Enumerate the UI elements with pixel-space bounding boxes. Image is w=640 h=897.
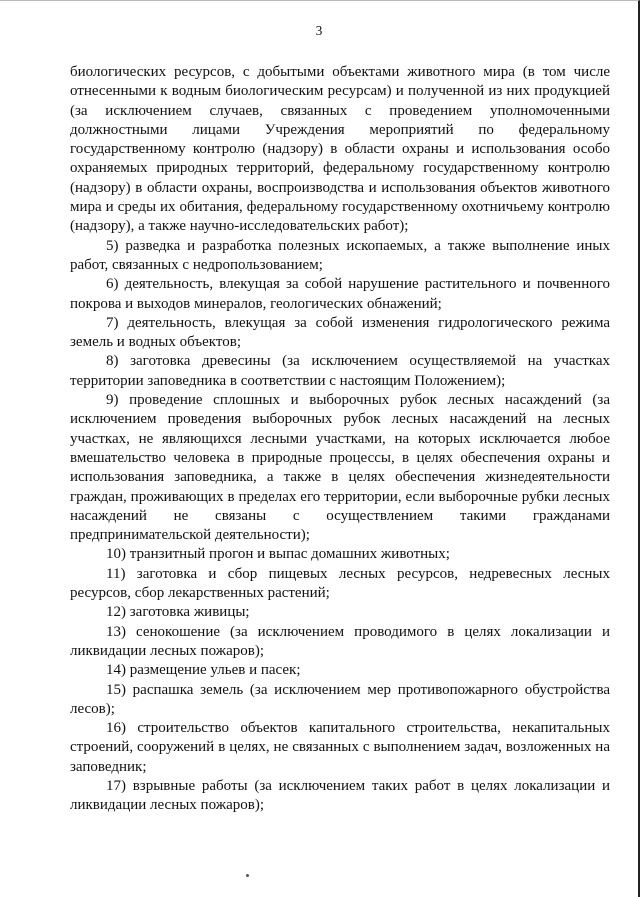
list-item-17: 17) взрывные работы (за исключением таких работ в целях локализации и ликвидации лесных пожаров); — [70, 777, 610, 814]
scan-speck — [246, 874, 249, 877]
list-item-11: 11) заготовка и сбор пищевых лесных ресурсов, недревесных лесных ресурсов, сбор лекарственных растений; — [70, 565, 610, 602]
page-number: 3 — [315, 23, 323, 38]
list-item-8: 8) заготовка древесины (за исключением осуществляемой на участках территории заповедника в соответствии с настоящим Положением); — [70, 353, 610, 389]
list-item-15: 15) распашка земель (за исключением мер противопожарного обустройства лесов); — [70, 681, 610, 717]
list-item-13: 13) сенокошение (за исключением проводимого в целях локализации и ликвидации лесных пожаров); — [70, 623, 610, 659]
list-item-5: 5) разведка и разработка полезных ископаемых, а также выполнение иных работ, связанных с недропользованием; — [70, 237, 610, 273]
list-item-6: 6) деятельность, влекущая за собой нарушение растительного и почвенного покрова и выходов минералов, геологических обнажений; — [70, 276, 610, 312]
list-item-10: 10) транзитный прогон и выпас домашних животных; — [106, 546, 450, 563]
document-body — [70, 63, 610, 816]
list-item-14: 14) размещение ульев и пасек; — [106, 662, 301, 679]
list-item-16: 16) строительство объектов капитального строительства, некапитальных строений, сооружений в целях, не связанных с выполнением задач, возложенных на заповедник; — [70, 720, 610, 775]
list-item-9: 9) проведение сплошных и выборочных рубок лесных насаждений (за исключением проведения выборочных рубок лесных насаждений на лесных участках, не являющихся лесными участками, на которых исключается любое вмешательство человека в природные процессы, в целях обеспечения охраны и использования заповедника, а также в целях обеспечения жизнедеятельности граждан, проживающих в пределах его территории, если выборочные рубки лесных насаждений не связаны с осуществлением такими гражданами предпринимательской деятельности); — [70, 392, 610, 544]
list-item-12: 12) заготовка живицы; — [106, 604, 250, 621]
paragraph-continuation: биологических ресурсов, с добытыми объектами животного мира (в том числе отнесенными к водным биологическим ресурсам) и полученной из них продукцией (за исключением случаев, связанных с проведением уполномоченными должностными лицами Учреждения мероприятий по федеральному государственному контролю (надзору) в области охраны и использования особо охраняемых природных территорий, федеральному государственному контролю (надзору) в области охраны, воспроизводства и использования объектов животного мира и среды их обитания, федеральному государственному охотничьему контролю (надзору), а также научно-исследовательских работ); — [70, 64, 610, 235]
list-item-7: 7) деятельность, влекущая за собой изменения гидрологического режима земель и водных объектов; — [70, 314, 610, 351]
